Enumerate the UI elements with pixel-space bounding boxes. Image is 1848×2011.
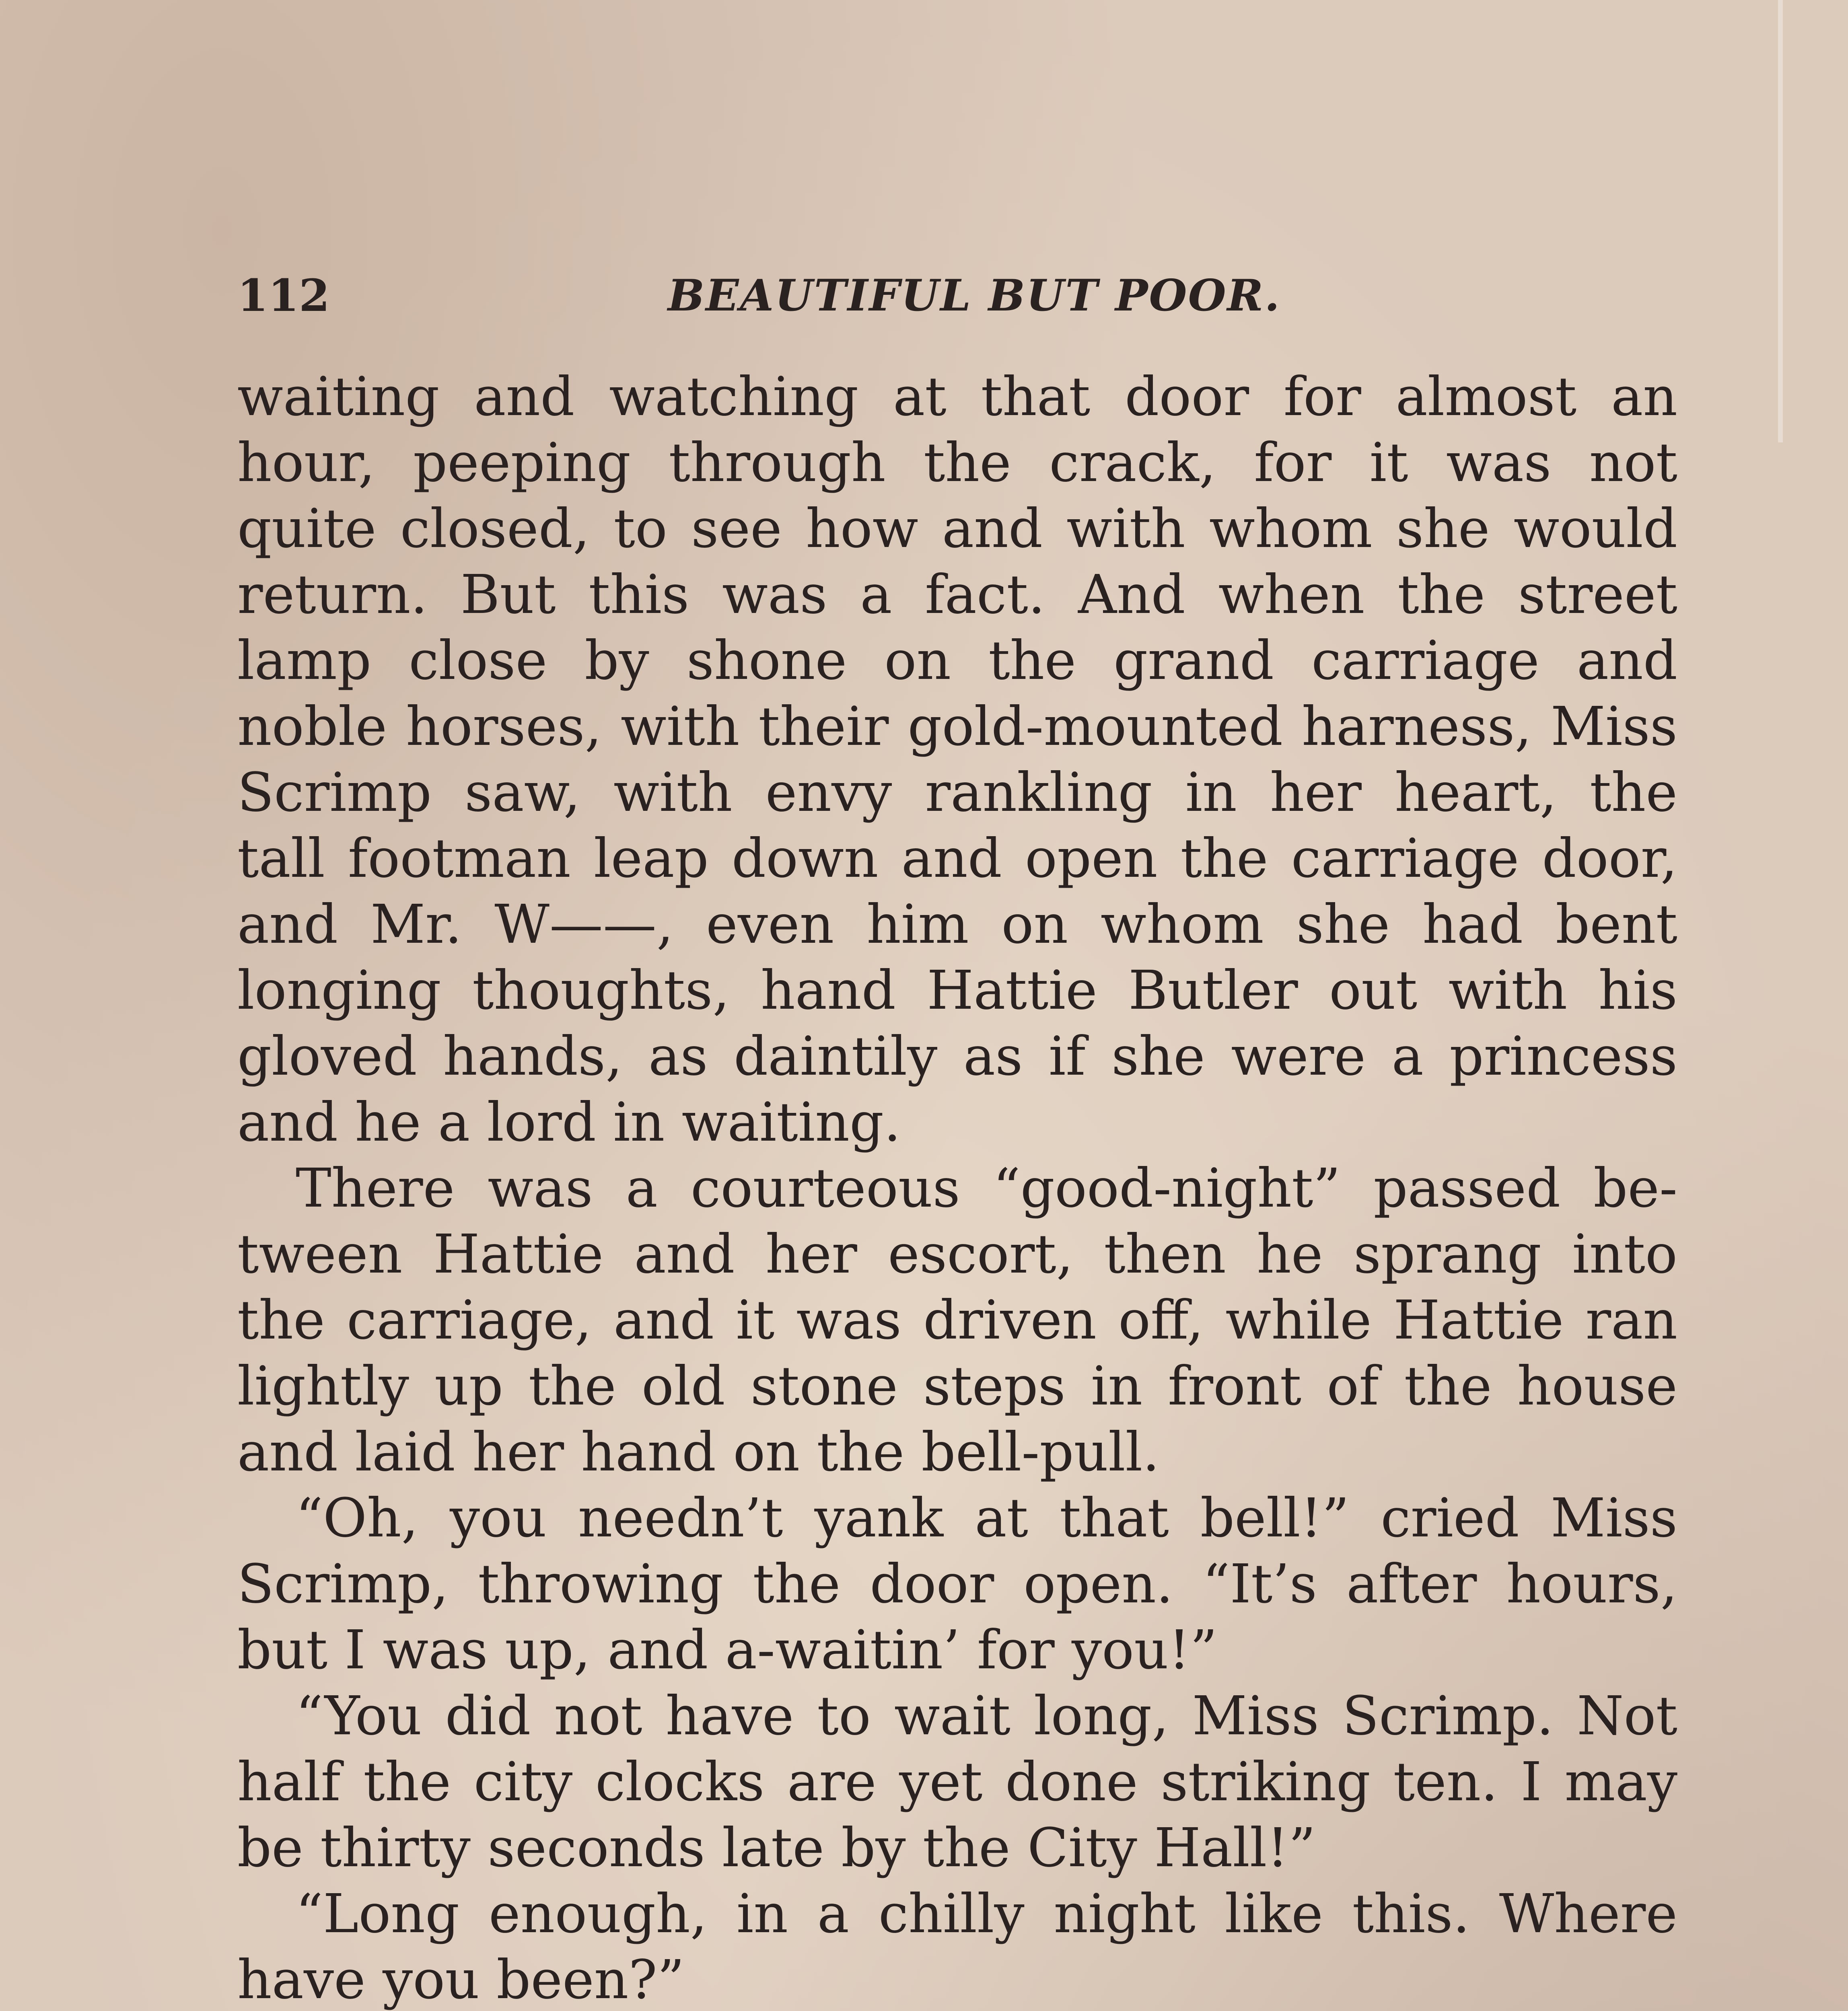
page-crease (1778, 0, 1783, 442)
text-line: be thirty seconds late by the City Hall!” (237, 1817, 1316, 1879)
text-line: have you been?” (237, 1949, 685, 2011)
page-number: 112 (237, 269, 330, 321)
text-line: There was a courteous “good-night” passed be- (296, 1158, 1677, 1219)
text-line: waiting and watching at that door for almost an (237, 366, 1677, 428)
text-line: the carriage, and it was driven off, while Hattie ran (237, 1289, 1677, 1351)
text-line: hour, peeping through the crack, for it was not (237, 432, 1677, 494)
text-line: longing thoughts, hand Hattie Butler out with his (237, 960, 1677, 1022)
text-line: return. But this was a fact. And when the street (237, 564, 1677, 626)
text-line: Scrimp saw, with envy rankling in her heart, the (237, 762, 1677, 824)
body-text (237, 364, 1677, 2011)
running-head: BEAUTIFUL BUT POOR. (668, 270, 1281, 321)
text-line: quite closed, to see how and with whom she would (237, 498, 1677, 560)
text-line: tween Hattie and her escort, then he sprang into (237, 1223, 1677, 1285)
text-line: and he a lord in waiting. (237, 1092, 901, 1154)
text-line: Scrimp, throwing the door open. “It’s after hours, (237, 1553, 1677, 1615)
text-line: “Long enough, in a chilly night like this. Where (296, 1883, 1677, 1945)
text-line: and Mr. W——, even him on whom she had bent (237, 894, 1677, 956)
page-header (237, 253, 1677, 334)
text-line: and laid her hand on the bell-pull. (237, 1421, 1160, 1483)
text-line: tall footman leap down and open the carriage door, (237, 828, 1677, 890)
text-line: “Oh, you needn’t yank at that bell!” cried Miss (296, 1487, 1677, 1549)
text-line: noble horses, with their gold-mounted harness, Miss (237, 696, 1677, 758)
text-line: lamp close by shone on the grand carriage and (237, 630, 1677, 692)
text-line: half the city clocks are yet done striking ten. I may (237, 1751, 1677, 1813)
text-line: gloved hands, as daintily as if she were a princess (237, 1026, 1677, 1088)
text-line: but I was up, and a-waitin’ for you!” (237, 1619, 1218, 1681)
text-line: “You did not have to wait long, Miss Scrimp. Not (296, 1685, 1677, 1747)
text-line: lightly up the old stone steps in front of the house (237, 1355, 1677, 1417)
